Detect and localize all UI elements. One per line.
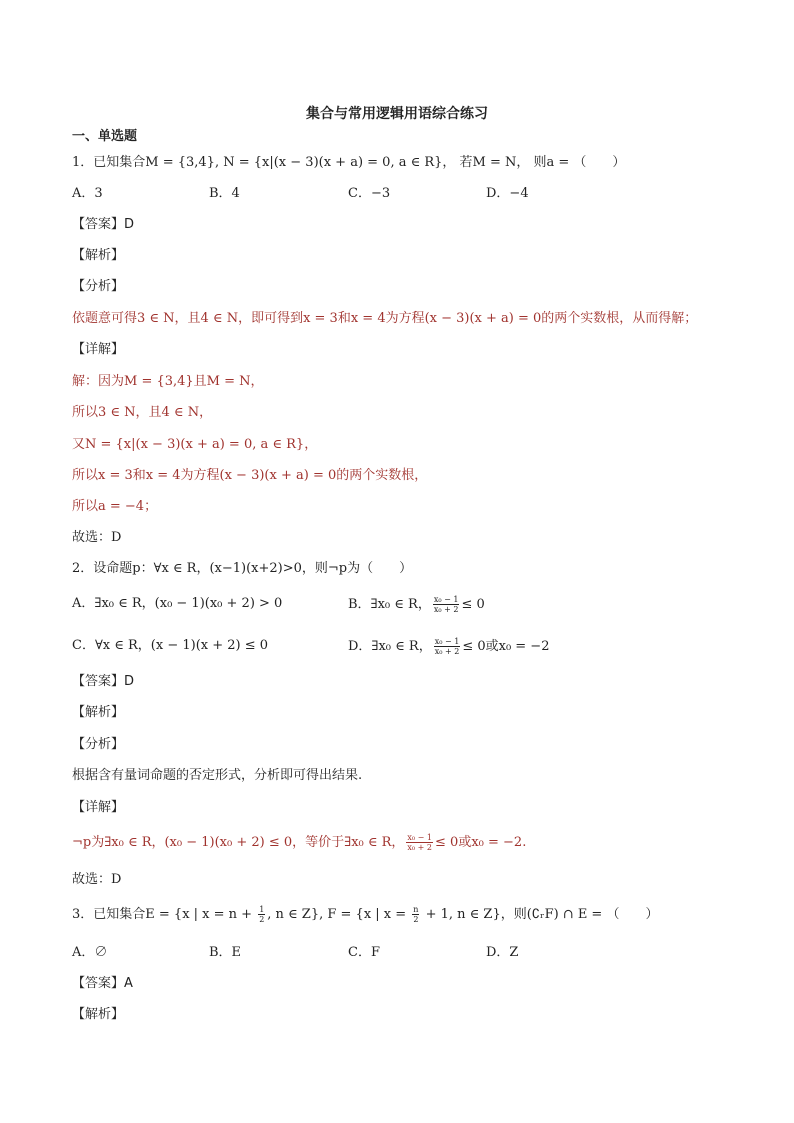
page-title: 集合与常用逻辑用语综合练习 bbox=[306, 106, 488, 122]
q3-fraction-2 bbox=[412, 905, 419, 924]
q2-option-d-fraction bbox=[434, 637, 461, 656]
q3-option-a: A．∅ bbox=[72, 945, 108, 960]
fraction-numerator: n bbox=[413, 905, 419, 914]
q1-option-a: A．3 bbox=[72, 186, 103, 201]
q2-option-b-fraction bbox=[433, 595, 460, 614]
fraction-numerator: x₀ − 1 bbox=[407, 833, 433, 842]
q3-fraction-1 bbox=[258, 905, 265, 924]
q2-detail-suffix: ≤ 0或x₀ = −2. bbox=[435, 835, 527, 850]
q3-answer: 【答案】A bbox=[72, 976, 133, 991]
q3-stem-part-2: , n ∈ Z}, F = {x | x = bbox=[267, 907, 411, 922]
q1-detail-line-5: 所以a = −4； bbox=[72, 499, 158, 514]
q3-option-d: D．Z bbox=[486, 945, 519, 960]
q2-detail-fraction bbox=[406, 833, 433, 852]
fraction-numerator: x₀ − 1 bbox=[433, 595, 459, 604]
fraction-denominator: 2 bbox=[413, 915, 419, 924]
fraction-denominator: x₀ + 2 bbox=[434, 647, 460, 656]
q1-detail-line-2: 所以3 ∈ N，且4 ∈ N， bbox=[72, 405, 213, 420]
q2-xiangjie-label: 【详解】 bbox=[72, 800, 125, 815]
q2-option-d-prefix: D．∃x₀ ∈ R， bbox=[348, 639, 432, 654]
q1-xiangjie-label: 【详解】 bbox=[72, 342, 125, 357]
q2-detail bbox=[72, 833, 526, 852]
q1-stem: 1．已知集合M = {3,4}, N = {x|(x − 3)(x + a) = 0, a ∈ R}， 若M = N， 则a = （ ） bbox=[72, 155, 626, 170]
q1-detail-line-4: 所以x = 3和x = 4为方程(x − 3)(x + a) = 0的两个实数根， bbox=[72, 468, 428, 483]
q2-option-d-suffix: ≤ 0或x₀ = −2 bbox=[462, 639, 550, 654]
q1-analysis: 依题意可得3 ∈ N，且4 ∈ N，即可得到x = 3和x = 4为方程(x − 3)(x + a) = 0的两个实数根，从而得解； bbox=[72, 311, 698, 326]
fraction-numerator: 1 bbox=[259, 905, 265, 914]
q1-option-c: C．−3 bbox=[348, 186, 391, 201]
q3-stem-part-3: + 1, n ∈ Z}，则(∁ᵣF) ∩ E = （ ） bbox=[421, 907, 659, 922]
q2-option-c: C．∀x ∈ R，(x − 1)(x + 2) ≤ 0 bbox=[72, 638, 269, 653]
q2-answer: 【答案】D bbox=[72, 674, 135, 689]
q2-option-b bbox=[348, 595, 485, 614]
fraction-denominator: x₀ + 2 bbox=[407, 843, 433, 852]
q1-detail-line-1: 解：因为M = {3,4}且M = N， bbox=[72, 374, 264, 389]
q2-fenxi-label: 【分析】 bbox=[72, 737, 125, 752]
q2-analysis: 根据含有量词命题的否定形式，分析即可得出结果. bbox=[72, 768, 363, 783]
q2-detail-prefix: ¬p为∃x₀ ∈ R，(x₀ − 1)(x₀ + 2) ≤ 0，等价于∃x₀ ∈ R， bbox=[72, 835, 405, 850]
q2-stem: 2．设命题p：∀x ∈ R，(x−1)(x+2)>0，则¬p为（ ） bbox=[72, 561, 413, 576]
q3-option-c: C．F bbox=[348, 945, 380, 960]
section-heading: 一、单选题 bbox=[72, 129, 138, 144]
q2-option-a: A．∃x₀ ∈ R，(x₀ − 1)(x₀ + 2) > 0 bbox=[72, 596, 283, 611]
q3-stem bbox=[72, 905, 658, 924]
q1-option-d: D．−4 bbox=[486, 186, 529, 201]
q2-option-b-prefix: B．∃x₀ ∈ R， bbox=[348, 597, 431, 612]
q3-option-b: B．E bbox=[209, 945, 242, 960]
q2-jiexi-label: 【解析】 bbox=[72, 705, 125, 720]
fraction-denominator: 2 bbox=[259, 915, 265, 924]
q1-jiexi-label: 【解析】 bbox=[72, 248, 125, 263]
q1-option-b: B．4 bbox=[209, 186, 240, 201]
q2-option-d bbox=[348, 637, 549, 656]
q2-option-b-suffix: ≤ 0 bbox=[461, 597, 485, 612]
q3-jiexi-label: 【解析】 bbox=[72, 1007, 125, 1022]
q1-detail-line-3: 又N = {x|(x − 3)(x + a) = 0, a ∈ R}， bbox=[72, 437, 318, 452]
fraction-denominator: x₀ + 2 bbox=[433, 605, 459, 614]
q2-choose: 故选：D bbox=[72, 872, 122, 887]
q1-answer: 【答案】D bbox=[72, 217, 135, 232]
q1-fenxi-label: 【分析】 bbox=[72, 279, 125, 294]
q1-choose: 故选：D bbox=[72, 530, 122, 545]
q3-stem-part-1: 3．已知集合E = {x | x = n + bbox=[72, 907, 257, 922]
fraction-numerator: x₀ − 1 bbox=[434, 637, 460, 646]
